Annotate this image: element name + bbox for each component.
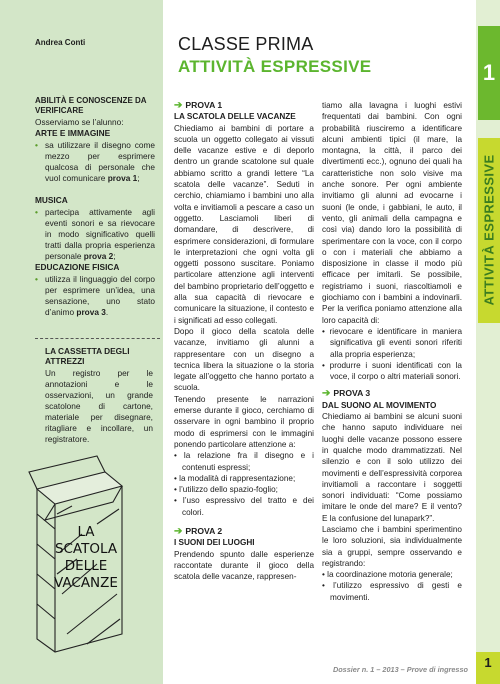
list-item: • l’utilizzo dello spazio-foglio; — [174, 485, 278, 495]
paragraph: Tenendo presente le narrazioni emerse durante il gioco, cerchiamo di osservare in ogni bambino il proprio modo di esprimersi con le immagini ponendo particolare attenzione a: — [174, 394, 314, 449]
abilita-subtitle: Osserviamo se l’alunno: — [35, 117, 124, 127]
prova-2-label: PROVA 2 — [185, 525, 223, 536]
prova-1-heading — [174, 100, 314, 111]
column-right — [322, 100, 462, 603]
list-item: • produrre i suoni identificati con la voce, il corpo o altri materiali sonori. — [322, 360, 462, 382]
bullet-musica — [35, 207, 155, 262]
cassetta-text: Un registro per le annotazioni e le osservazioni, un grande scatolone di cartone, materiale per disegnare, ritagliare e incollare, un registratore. — [45, 368, 153, 444]
arrow-right-icon: ➔ — [174, 100, 183, 111]
prova-3-label: PROVA 3 — [333, 388, 371, 399]
section-heading-educazione: EDUCAZIONE FISICA — [35, 262, 120, 272]
section-label-text: ATTIVITÀ ESPRESSIVE — [481, 154, 497, 306]
box-label-line: SCATOLA — [54, 541, 118, 557]
list-item: • l’utilizzo espressivo di gesti e movimenti. — [322, 581, 462, 602]
section-heading-arte: ARTE E IMMAGINE — [35, 128, 111, 138]
author-name: Andrea Conti — [35, 38, 86, 47]
list-item: • la relazione fra il disegno e i contenuti espressi; — [174, 451, 314, 472]
arrow-right-icon: ➔ — [174, 525, 183, 537]
list-item: • rievocare e identificare in maniera significativa gli eventi sonori riferiti alla propria esperienza; — [322, 326, 462, 359]
bullet-dot: • — [35, 207, 38, 217]
paragraph: Lasciamo che i bambini sperimentino le loro soluzioni, sia individualmente sia a gruppi, sempre osservando e registrando: — [322, 524, 462, 568]
prova-2-title: I SUONI DEI LUOGHI — [174, 538, 255, 548]
list-item: • la modalità di rappresentazione; — [174, 473, 296, 483]
box-label-line: VACANZE — [54, 575, 118, 591]
header-attivita: ATTIVITÀ ESPRESSIVE — [178, 57, 372, 76]
column-middle — [174, 100, 314, 582]
list-item: • la coordinazione motoria generale; — [322, 570, 453, 580]
paragraph: tiamo alla lavagna i luoghi estivi frequentati dai bambini. Con ogni probabilità riusciremo a identificare alcuni ambienti tipici (il mare, la montagna, la città, il parco dei divertimenti ecc.), ognuno dei quali ha caratteristiche non solo visive ma anche sonore. Per ogni ambiente invitiamo gli alunni ad evocarne i suoni (le onde, i gabbiani, le auto, il vento, gli animali della campagna e così via) dando loro la possibilità di sperimentare con la voce, con il corpo o con i materiali che abbiamo a disposizione in classe il modo più efficace per imitarli. Se possibile, registriamo i suoni, riascoltiamoli e giochiamo con i bambini a indovinarli. Per la verifica poniamo attenzione alla loro capacità di: — [322, 101, 462, 325]
box-label-line: LA — [77, 524, 95, 540]
section-heading-musica: MUSICA — [35, 195, 68, 205]
bullet-dot: • — [35, 274, 38, 284]
cassetta-title: LA CASSETTA DEGLI ATTREZZI — [45, 346, 130, 366]
bullet-educazione — [35, 274, 155, 318]
page-number: 1 — [484, 655, 492, 670]
paragraph: Chiediamo ai bambini di portare a scuola un oggetto collegato ai vissuti delle vacanze estive e di deporlo dentro un grande scatolone sul quale abbiamo scritto a grandi lettere “La scatola delle vacanze”. Seduti in cerchio, chiamiamo i bambini uno alla volta e invitiamoli a pescare a caso un oggetto. Lasciamoli liberi di domandare, di descrivere, di esprimere considerazioni, di formulare le interpretazioni che ogni volta gli oggetti possono suscitare. Poniamo particolare attenzione agli interventi del bambino proprietario dell’oggetto e alla sua capacità di rievocare e comunicare la situazione, il contesto e i significati ad esso collegati. — [174, 123, 314, 325]
paragraph: Prendendo spunto dalle esperienze raccontate durante il gioco della scatola delle vacanze, rappresen- — [174, 549, 314, 582]
box-label-line: DELLE — [64, 558, 108, 574]
bullet-dot: • — [35, 140, 38, 150]
bullet-arte — [35, 140, 155, 184]
paragraph: Chiediamo ai bambini se alcuni suoni che hanno saputo individuare nei luoghi delle vacanze possono essere in qualche modo drammatizzati. Nel silenzio e con il solo utilizzo dei movimenti e dell’espressività corporea invitiamoli a raccontare i soggetti sonori individuati: “Come possiamo imitare le onde del mare? E il vento? E la confusione del lunapark?”. — [322, 412, 462, 523]
footer-text: Dossier n. 1 – 2013 – Prove di ingresso — [332, 665, 468, 674]
header-classe: CLASSE PRIMA — [178, 34, 314, 54]
arrow-right-icon: ➔ — [322, 388, 331, 400]
abilita-title: ABILITÀ E CONOSCENZE DA VERIFICARE — [35, 96, 147, 115]
prova-2-heading — [174, 526, 314, 537]
prova-1-label: PROVA 1 — [185, 100, 223, 110]
section-label-tab — [478, 138, 500, 323]
bullet-text: sa utilizzare il disegno come mezzo per esprimere qualcosa di personale che vuol comunicare prova 1; — [45, 140, 155, 183]
list-item: • l’uso espressivo del tratto e dei colori. — [174, 496, 314, 517]
prova-3-title: DAL SUONO AL MOVIMENTO — [322, 400, 437, 410]
paragraph: Dopo il gioco della scatola delle vacanze, invitiamo gli alunni a rappresentare con un disegno a tecnica libera la situazione o la storia legate all’oggetto che hanno portato a scuola. — [174, 326, 314, 393]
bullet-text: partecipa attivamente agli eventi sonori e sa rievocare in modo significativo quelli tratti dalla propria esperienza personale prova 2; — [45, 207, 155, 261]
prova-1-title: LA SCATOLA DELLE VACANZE — [174, 112, 296, 122]
prova-3-heading — [322, 388, 462, 399]
bullet-text: utilizza il linguaggio del corpo per esprimere un’idea, una sensazione, uno stato d’animo prova 3. — [45, 274, 155, 317]
sidebar-divider — [35, 338, 160, 339]
section-number-tab: 1 — [478, 26, 500, 120]
